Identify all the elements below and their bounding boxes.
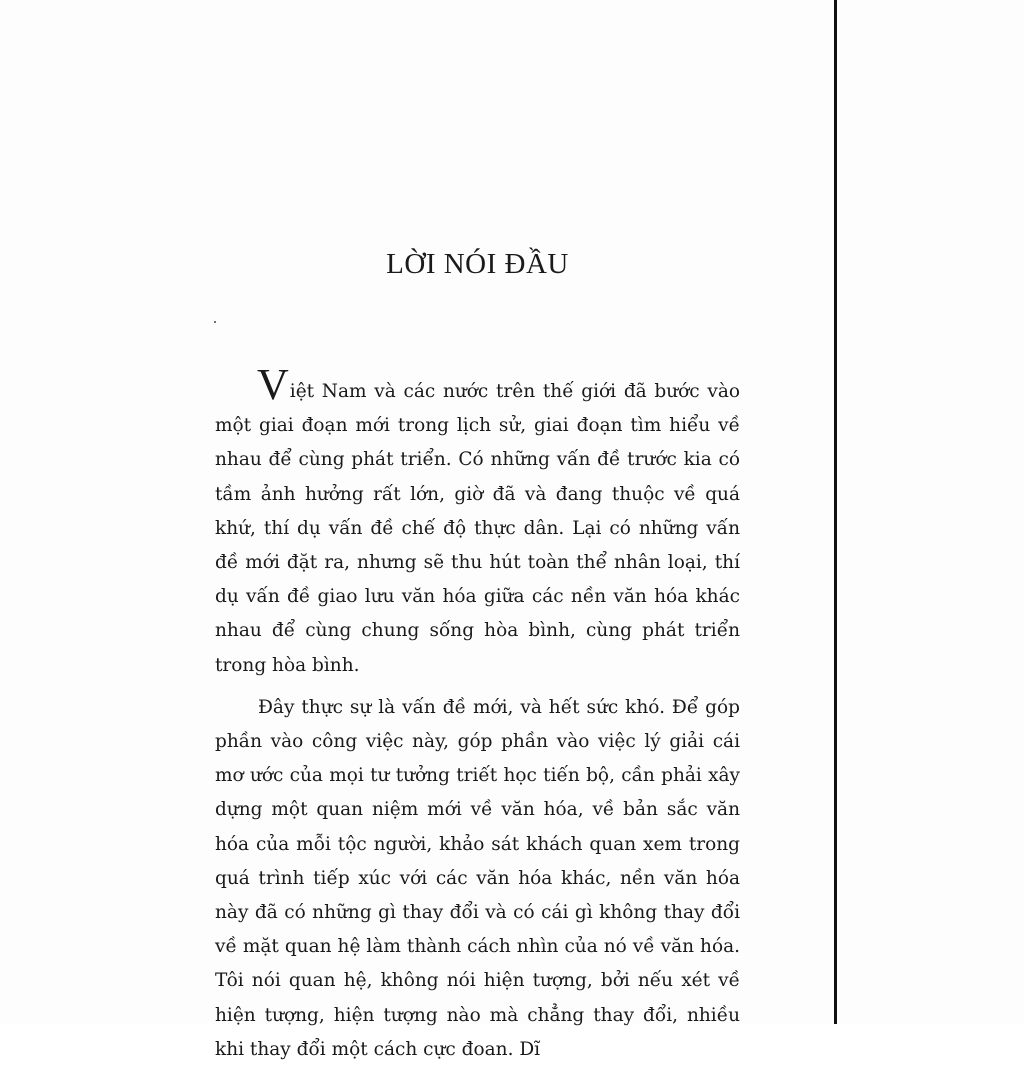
paragraph-1 — [215, 360, 740, 683]
page-edge-line — [834, 0, 837, 1024]
paragraph-1-text: iệt Nam và các nước trên thế giới đã bước vào một giai đoạn mới trong lịch sử, giai đoạn tìm hiểu về nhau để cùng phát triển. Có những vấn đề trước kia có tầm ảnh hưởng rất lớn, giờ đã và đang thuộc về quá khứ, thí dụ vấn đề chế độ thực dân. Lại có những vấn đề mới đặt ra, nhưng sẽ thu hút toàn thể nhân loại, thí dụ vấn đề giao lưu văn hóa giữa các nền văn hóa khác nhau để cùng chung sống hòa bình, cùng phát triển trong hòa bình. — [215, 381, 740, 676]
chapter-title: LỜI NÓI ĐẦU — [386, 248, 569, 280]
body-text — [215, 360, 740, 1067]
print-speck — [214, 321, 216, 323]
paragraph-2: Đây thực sự là vấn đề mới, và hết sức khó. Để góp phần vào công việc này, góp phần vào việc lý giải cái mơ ước của mọi tư tưởng triết học tiến bộ, cần phải xây dựng một quan niệm mới về văn hóa, về bản sắc văn hóa của mỗi tộc người, khảo sát khách quan xem trong quá trình tiếp xúc với các văn hóa khác, nền văn hóa này đã có những gì thay đổi và có cái gì không thay đổi về mặt quan hệ làm thành cách nhìn của nó về văn hóa. Tôi nói quan hệ, không nói hiện tượng, bởi nếu xét về hiện tượng, hiện tượng nào mà chẳng thay đổi, nhiều khi thay đổi một cách cực đoan. Dĩ — [215, 696, 740, 1060]
drop-cap: V — [257, 360, 289, 409]
